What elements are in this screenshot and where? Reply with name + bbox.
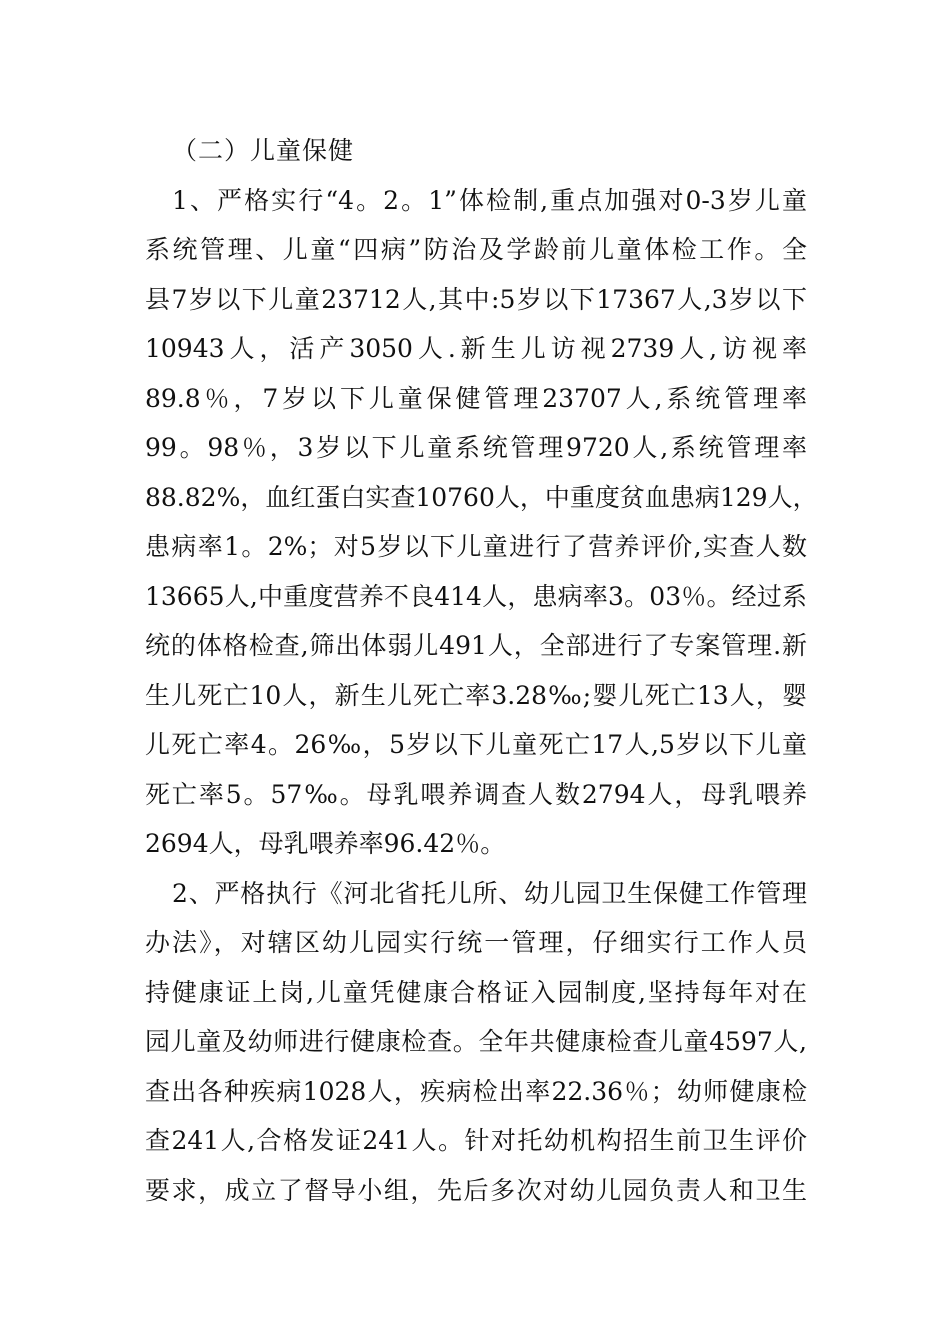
section-heading: （二）儿童保健 — [172, 136, 355, 165]
text-line: 10943人，活产3050人.新生儿访视2739人,访视率 — [145, 334, 807, 363]
text-line: 2、严格执行《河北省托儿所、幼儿园卫生保健工作管理 — [172, 878, 807, 908]
text-line: 89.8％，7岁以下儿童保健管理23707人,系统管理率 — [145, 383, 807, 413]
text-line: 2694人，母乳喂养率96.42％。 — [145, 829, 506, 858]
text-line: 1、严格实行“4。2。1”体检制,重点加强对0-3岁儿童 — [172, 185, 807, 215]
text-line: 园儿童及幼师进行健康检查。全年共健康检查儿童4597人, — [145, 1027, 807, 1056]
paragraph-kindergarten-health — [145, 869, 807, 1216]
text-line: 要求，成立了督导小组，先后多次对幼儿园负责人和卫生 — [145, 1175, 807, 1205]
text-line: 查241人,合格发证241人。针对托幼机构招生前卫生评价 — [145, 1126, 807, 1155]
text-line: 88.82%，血红蛋白实查10760人，中重度贫血患病129人， — [145, 482, 818, 512]
text-line: 患病率1。2%；对5岁以下儿童进行了营养评价,实查人数 — [145, 532, 807, 561]
text-line: 查出各种疾病1028人，疾病检出率22.36％；幼师健康检 — [145, 1076, 807, 1106]
document-body — [145, 126, 818, 1215]
paragraph-child-health-management — [145, 176, 818, 869]
text-line: 系统管理、儿童“四病”防治及学龄前儿童体检工作。全 — [145, 235, 807, 264]
text-line: 县7岁以下儿童23712人,其中:5岁以下17367人,3岁以下 — [145, 284, 807, 314]
text-line: 办法》，对辖区幼儿园实行统一管理，仔细实行工作人员 — [145, 928, 807, 957]
text-line: 死亡率5。57‰。母乳喂养调查人数2794人，母乳喂养 — [145, 779, 807, 809]
text-line: 持健康证上岗,儿童凭健康合格证入园制度,坚持每年对在 — [145, 977, 807, 1007]
text-line: 儿死亡率4。26‰，5岁以下儿童死亡17人,5岁以下儿童 — [145, 730, 807, 759]
text-line: 生儿死亡10人，新生儿死亡率3.28‰;婴儿死亡13人，婴 — [145, 680, 807, 710]
text-line: 13665人,中重度营养不良414人，患病率3。03％。经过系 — [145, 581, 807, 611]
text-line: 统的体格检查,筛出体弱儿491人，全部进行了专案管理.新 — [145, 631, 807, 660]
text-line: 99。98％，3岁以下儿童系统管理9720人,系统管理率 — [145, 433, 807, 462]
